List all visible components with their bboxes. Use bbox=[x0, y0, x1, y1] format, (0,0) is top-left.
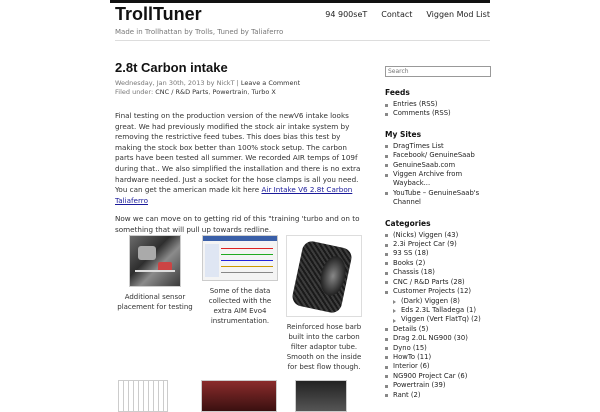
gallery-item[interactable] bbox=[115, 235, 195, 312]
engine-sensor-photo[interactable] bbox=[129, 235, 181, 287]
nav-item-contact[interactable]: Contact bbox=[381, 10, 413, 19]
category-link[interactable]: NG900 Project Car (6) bbox=[393, 371, 468, 380]
category-link[interactable]: (Dark) Viggen (8) bbox=[401, 296, 460, 305]
site-header bbox=[115, 4, 490, 38]
list-item bbox=[385, 391, 490, 400]
list-item bbox=[385, 278, 490, 287]
list-item bbox=[385, 362, 490, 371]
list-item bbox=[385, 297, 490, 306]
list-item bbox=[385, 334, 490, 343]
gallery-item[interactable] bbox=[199, 235, 281, 326]
category-link[interactable]: 93 SS (18) bbox=[393, 249, 429, 258]
category-link[interactable]: Chassis (18) bbox=[393, 268, 435, 277]
site-link[interactable]: DragTimes List bbox=[393, 141, 444, 150]
post-date: Wednesday, Jan 30th, 2013 by NickT bbox=[115, 79, 235, 87]
leave-comment-link[interactable]: Leave a Comment bbox=[240, 79, 301, 87]
categories-list bbox=[385, 231, 490, 400]
list-item bbox=[385, 381, 490, 390]
category-link-cnc[interactable]: CNC / R&D Parts bbox=[155, 88, 209, 96]
nav-item-viggen-mod-list[interactable]: Viggen Mod List bbox=[426, 10, 490, 19]
sidebar bbox=[385, 66, 490, 400]
list-item bbox=[385, 287, 490, 296]
category-link[interactable]: Rant (2) bbox=[393, 390, 421, 399]
gallery-item[interactable] bbox=[283, 235, 365, 372]
list-item bbox=[385, 231, 490, 240]
top-accent-bar bbox=[110, 0, 490, 3]
category-link[interactable]: CNC / R&D Parts (28) bbox=[393, 277, 465, 286]
list-item bbox=[385, 240, 490, 249]
gallery-caption: Additional sensor placement for testing bbox=[117, 293, 193, 311]
post-content bbox=[115, 60, 365, 244]
list-item bbox=[385, 353, 490, 362]
list-item bbox=[385, 249, 490, 258]
category-link[interactable]: Details (5) bbox=[393, 324, 429, 333]
gallery-caption: Reinforced hose barb built into the carbon filter adaptor tube. Smooth on the inside for best flow though. bbox=[286, 323, 362, 371]
diagram-thumbnail[interactable] bbox=[118, 380, 168, 412]
list-item bbox=[385, 306, 490, 315]
category-link[interactable]: (Nicks) Viggen (43) bbox=[393, 230, 459, 239]
post-meta: Wednesday, Jan 30th, 2013 by NickT | Leave a Comment Filed under: CNC / R&D Parts, Powertrain, Turbo X bbox=[115, 79, 301, 96]
category-link[interactable]: Customer Projects (12) bbox=[393, 287, 472, 296]
list-item bbox=[385, 161, 490, 170]
post-paragraph: Now we can move on to getting rid of this "training 'turbo and on to something that will pull up towards redline. bbox=[115, 214, 360, 234]
header-divider bbox=[115, 40, 490, 41]
list-item bbox=[385, 315, 490, 324]
gallery-caption: Some of the data collected with the extra AIM Evo4 instrumentation. bbox=[208, 287, 272, 325]
post-title[interactable]: 2.8t Carbon intake bbox=[115, 60, 228, 75]
list-item bbox=[385, 259, 490, 268]
category-link[interactable]: Viggen (Vert FlatTq) (2) bbox=[401, 315, 481, 324]
sites-heading: My Sites bbox=[385, 129, 422, 139]
category-link[interactable]: Drag 2.0L NG900 (30) bbox=[393, 334, 468, 343]
filed-under-label: Filed under: bbox=[115, 88, 154, 96]
category-link[interactable]: 2.3i Project Car (9) bbox=[393, 240, 457, 249]
category-link[interactable]: Interior (6) bbox=[393, 362, 430, 371]
site-link[interactable]: Viggen Archive from Wayback... bbox=[393, 170, 463, 188]
sites-list bbox=[385, 142, 490, 208]
feed-comments-link[interactable]: Comments (RSS) bbox=[393, 109, 451, 118]
list-item bbox=[385, 268, 490, 277]
list-item bbox=[385, 189, 490, 208]
carbon-tube-photo[interactable] bbox=[286, 235, 362, 317]
category-link-powertrain[interactable]: Powertrain bbox=[212, 88, 248, 96]
list-item bbox=[385, 344, 490, 353]
search-input[interactable] bbox=[385, 66, 491, 77]
red-part-thumbnail[interactable] bbox=[201, 380, 277, 412]
list-item bbox=[385, 151, 490, 160]
category-link[interactable]: Dyno (15) bbox=[393, 343, 427, 352]
list-item bbox=[385, 109, 490, 118]
category-link[interactable]: Eds 2.3L Talladega (1) bbox=[401, 305, 476, 314]
category-link[interactable]: Books (2) bbox=[393, 258, 426, 267]
site-tagline: Made in Trollhattan by Trolls, Tuned by Taliaferro bbox=[115, 28, 284, 36]
category-link-turbo-x[interactable]: Turbo X bbox=[251, 88, 276, 96]
feed-entries-link[interactable]: Entries (RSS) bbox=[393, 100, 438, 108]
feeds-list bbox=[385, 100, 490, 119]
list-item bbox=[385, 372, 490, 381]
site-link[interactable]: YouTube – GenuineSaab's Channel bbox=[393, 188, 480, 207]
list-item bbox=[385, 142, 490, 151]
list-item bbox=[385, 170, 490, 189]
site-link[interactable]: GenuineSaab.com bbox=[393, 160, 456, 169]
category-link[interactable]: Powertrain (39) bbox=[393, 381, 446, 390]
categories-heading: Categories bbox=[385, 218, 431, 228]
post-body bbox=[115, 111, 365, 236]
data-log-screenshot[interactable] bbox=[202, 235, 278, 281]
post-paragraph: Final testing on the production version of the newV6 intake looks great. We had previously modified the stock air intake system by removing the restrictive feed tubes. This does bias this test by making the stock box better than 100% stock setup. The carbon parts have been tested all summer. We recorded AIR temps of 109f during that.. We also simplified the installation and there is no extra hardware needed. Just a socket for the hose clamps is all you need. You can get the american made kit here Air Intake V6 2.8t Carbon Taliaferro bbox=[115, 111, 361, 205]
category-link[interactable]: HowTo (11) bbox=[393, 352, 432, 361]
list-item bbox=[385, 100, 490, 109]
site-title-link[interactable]: TrollTuner bbox=[115, 4, 202, 24]
list-item bbox=[385, 325, 490, 334]
nav-item-94-900set[interactable]: 94 900seT bbox=[325, 10, 368, 19]
site-link[interactable]: Facebook/ GenuineSaab bbox=[393, 151, 475, 160]
feeds-heading: Feeds bbox=[385, 88, 410, 97]
main-nav bbox=[325, 10, 490, 19]
dark-part-thumbnail[interactable] bbox=[295, 380, 347, 412]
intake-kit-link[interactable]: Air Intake V6 2.8t Carbon Taliaferro bbox=[115, 185, 353, 205]
